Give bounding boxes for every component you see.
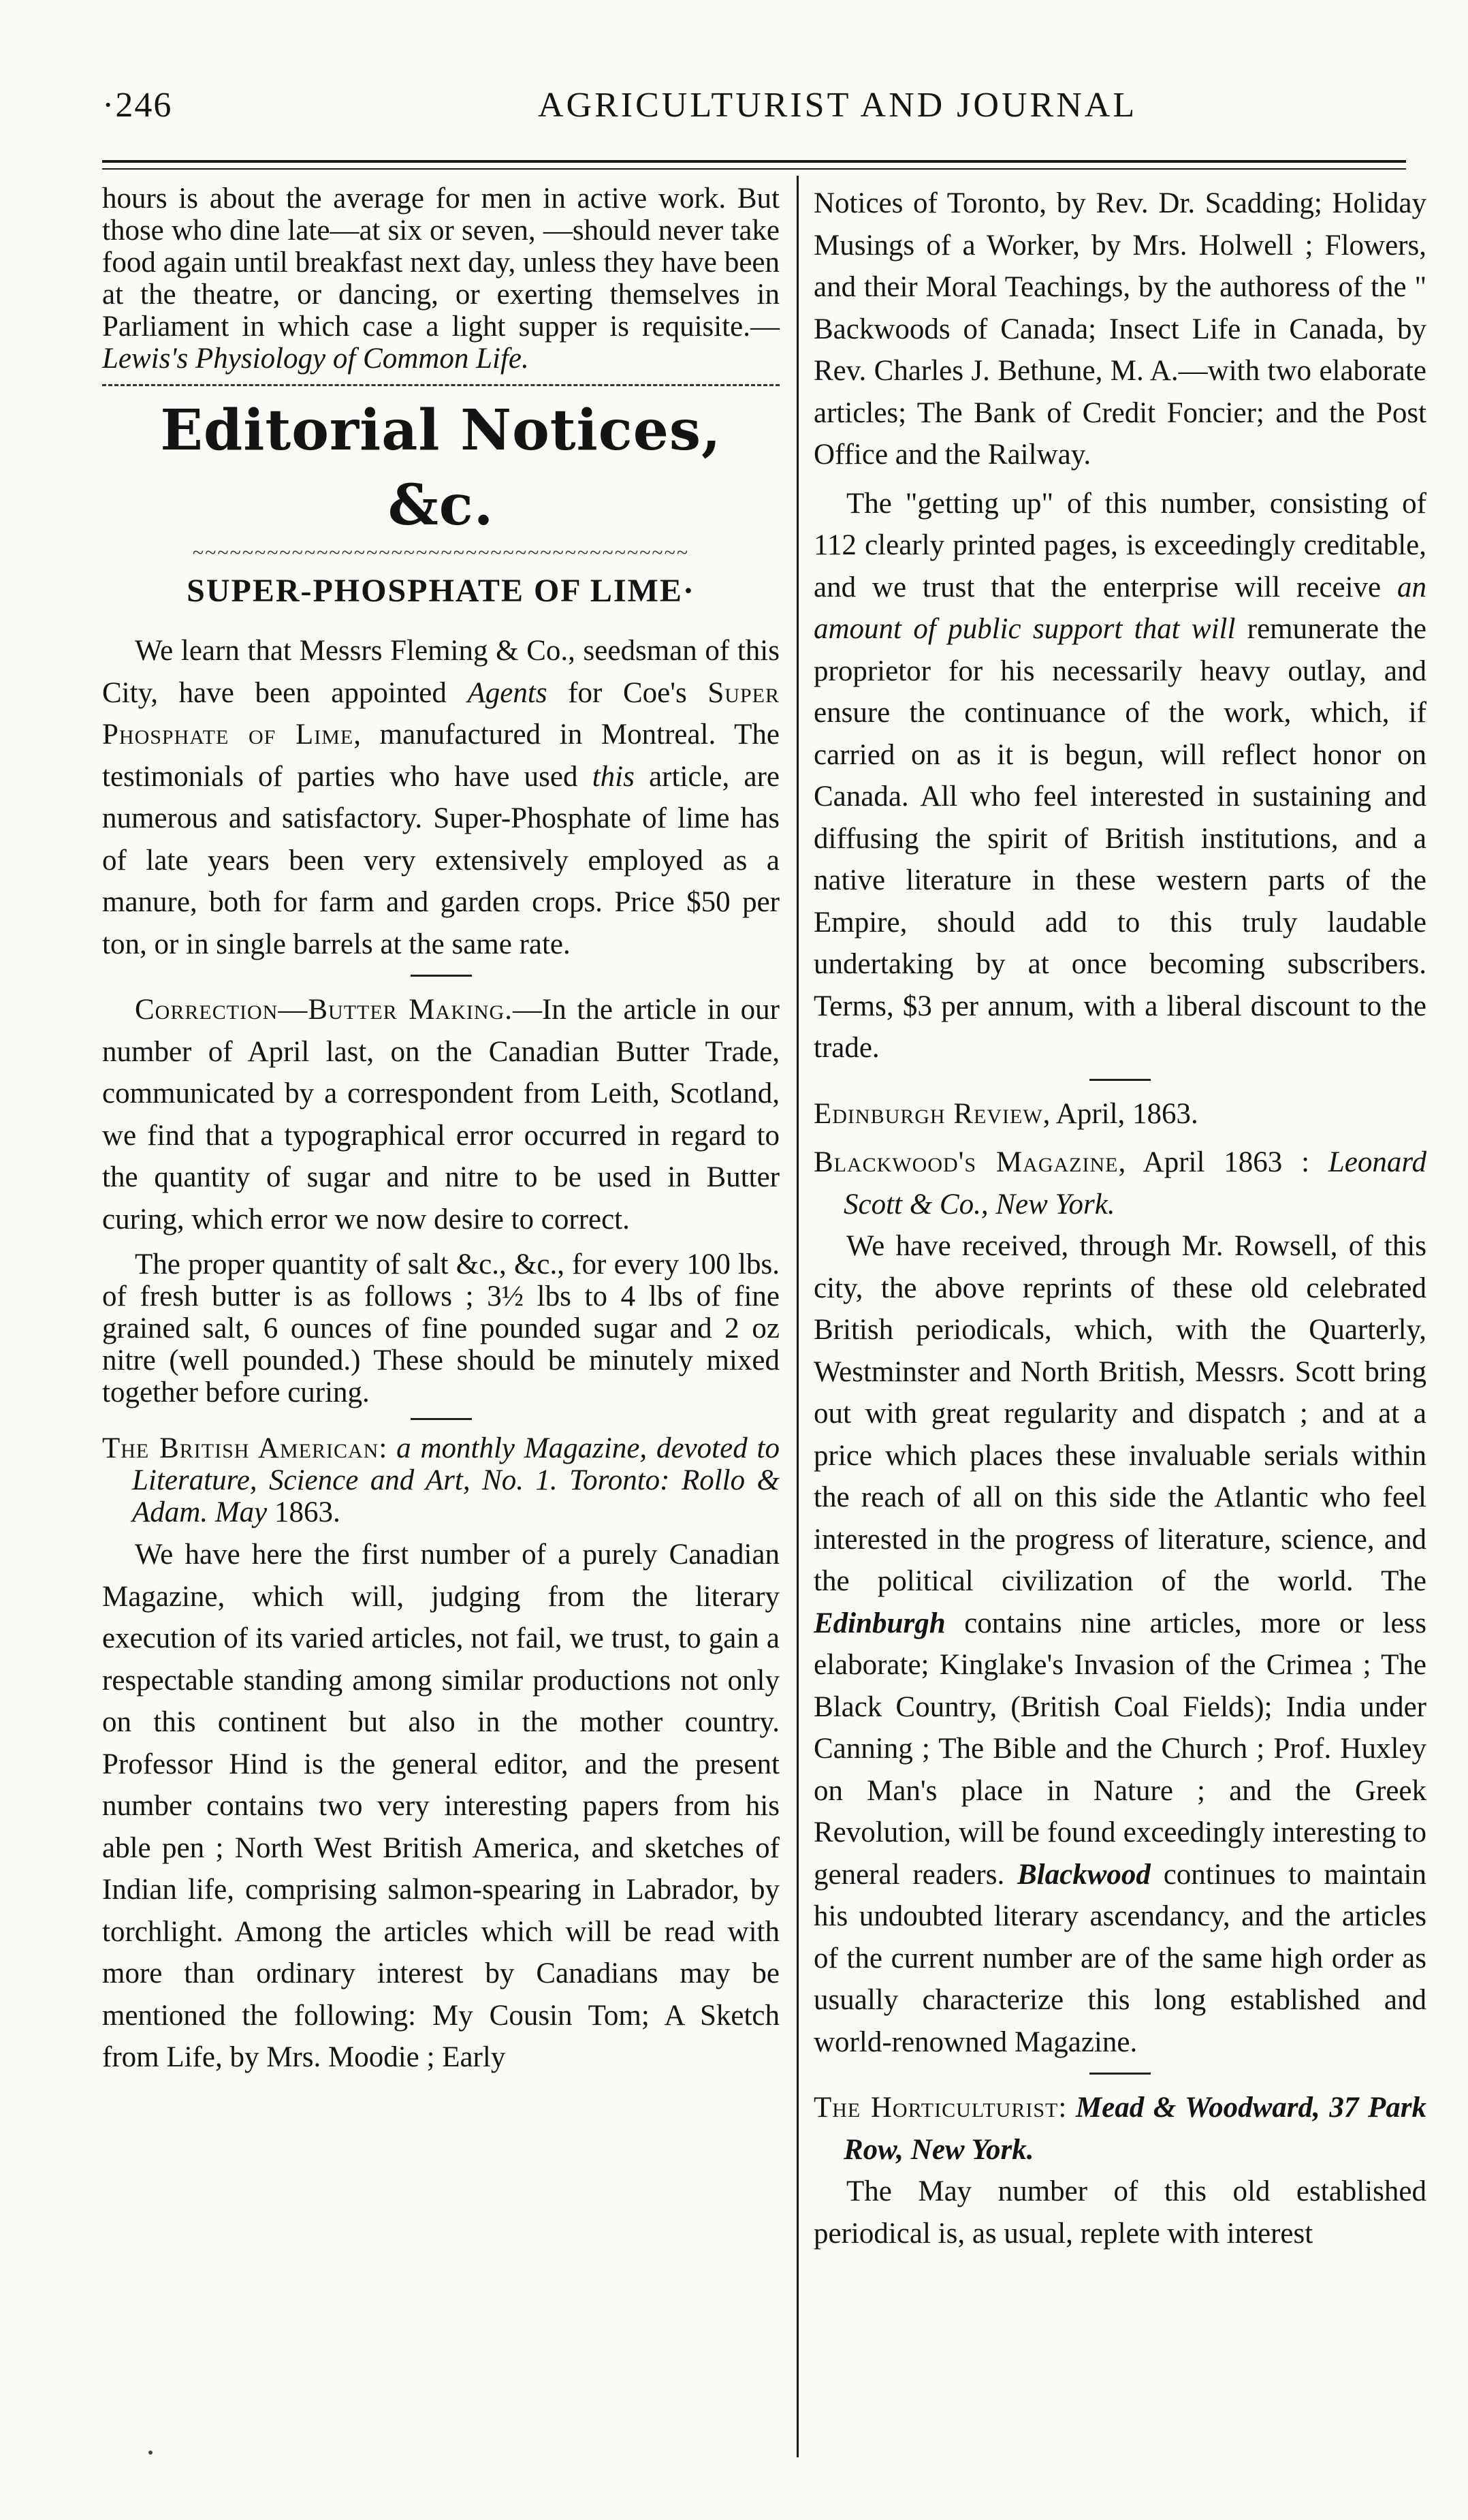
edinburgh-review-heading — [814, 1093, 1426, 1135]
british-american-heading — [102, 1432, 780, 1528]
getting-up-text-a: The "getting up" of this number, consisting of 112 clearly printed pages, is exceedingly creditable, and we trust that the enterprise will receive — [814, 487, 1426, 603]
edinburgh-review-title: Edinburgh Review — [814, 1097, 1043, 1130]
short-rule — [411, 975, 472, 977]
getting-up-paragraph — [814, 483, 1426, 1069]
this-word: this — [592, 760, 635, 793]
header-rule-thick — [102, 160, 1406, 163]
margin-dot — [148, 2451, 153, 2455]
superphosphate-product: Super Phosphate of Lime — [102, 676, 780, 751]
superphosphate-text-a: We learn that Messrs Fleming & Co., seedsman of this City, have been appointed — [102, 635, 780, 709]
section-title: Editorial Notices, &c. — [160, 398, 722, 538]
blackwoods-title: Blackwood's Magazine — [814, 1146, 1119, 1178]
getting-up-text-b: remunerate the proprietor for his necessarily heavy outlay, and ensure the continuance of the work, which, if carried on as it is begun, will reflect honor on Canada. All who feel interested in sustaining and diffusing the spirit of British institutions, and a native literature in these western parts of the Empire, should add to this truly laudable undertaking by at once becoming subscribers. Terms, $3 per annum, with a liberal discount to the trade. — [814, 613, 1426, 1064]
blackwoods-date: , April 1863 : — [1118, 1146, 1328, 1178]
reprints-review — [814, 1225, 1426, 2063]
blackwoods-publisher: Leonard Scott & Co., New York. — [844, 1146, 1426, 1220]
contents-continuation: Notices of Toronto, by Rev. Dr. Scadding; Holiday Musings of a Worker, by Mrs. Holwell ; Flowers, and their Moral Teachings, by the authoress of the " Backwoods of Canada; Insect Life in Canada, by Rev. Charles J. Bethune, M. A.—with two elaborate articles; The Bank of Credit Foncier; and the Post Office and the Railway. — [814, 187, 1426, 471]
superphosphate-text-c: , manufactured in Montreal. The testimonials of parties who have used — [102, 719, 780, 793]
british-american-year: 1863. — [267, 1496, 340, 1528]
horticulturist-title: The Horticulturist — [814, 2092, 1059, 2124]
superphosphate-text-b: for Coe's — [547, 676, 708, 709]
dashed-divider — [102, 384, 780, 386]
british-american-title: The British American — [102, 1432, 379, 1464]
physiology-excerpt — [102, 183, 780, 375]
british-american-review: We have here the first number of a purely Canadian Magazine, which will, judging from the literary execution of its varied articles, not fail, we trust, to gain a respectable standing among similar productions not only on this continent but also in the mother country. Professor Hind is the general editor, and the present number contains two very interesting papers from his able pen ; North West British America, and sketches of Indian life, comprising salmon-spearing in Labrador, by torchlight. Among the articles which will be read with more than ordinary interest by Canadians may be mentioned the following: My Cousin Tom; A Sketch from Life, by Mrs. Moodie ; Early — [102, 1539, 780, 2073]
agents-word: Agents — [467, 676, 547, 709]
colon: : — [1058, 2092, 1076, 2124]
short-rule — [1089, 1079, 1151, 1081]
page-number: ·246 — [102, 86, 173, 125]
short-rule — [1089, 2073, 1151, 2075]
blackwoods-heading — [814, 1141, 1426, 1225]
reprints-text-c: continues to maintain his undoubted literary ascendancy, and the articles of the current number are of the same high order as usually characterize this long established and world-renowned Magazine. — [814, 1858, 1426, 2058]
reprints-text-a: We have received, through Mr. Rowsell, of this city, the above reprints of these old celebrated British periodicals, which, with the Quarterly, Westminster and North British, Messrs. Scott bring out with great regularity and dispatch ; and at a price which places these invaluable serials within the reach of all on this side the Atlantic who feel interested in the progress of literature, science, and the political civilization of the world. The — [814, 1230, 1426, 1597]
butter-quantities-paragraph: The proper quantity of salt &c., &c., for every 100 lbs. of fresh butter is as follows ; 3½ lbs to 4 lbs of fine grained salt, 6 ounces of fine pounded sugar and 2 oz nitre (well pounded.) These should be minutely mixed together before curing. — [102, 1248, 780, 1408]
superphosphate-heading: SUPER-PHOSPHATE OF LIME· — [187, 573, 695, 609]
physiology-text: hours is about the average for men in active work. But those who dine late—at six or seven, —should never take food again until breakfast next day, unless they have been at the theatre, or dancing, or exerting themselves in Parliament in which case a light supper is requisite.— — [102, 183, 780, 343]
column-divider — [797, 176, 799, 2457]
page-header — [102, 85, 1409, 146]
reprints-text-b: contains nine articles, more or less elaborate; Kinglake's Invasion of the Crimea ; The Black Country, (British Coal Fields); India under Canning ; The Bible and the Church ; Prof. Huxley on Man's place in Nature ; and the Greek Revolution, will be found exceedingly interesting to general readers. — [814, 1607, 1426, 1891]
edinburgh-review-date: , April, 1863. — [1042, 1097, 1198, 1130]
right-column — [814, 183, 1426, 2254]
blackwood-name: Blackwood — [1017, 1858, 1151, 1891]
running-head: AGRICULTURIST AND JOURNAL — [538, 86, 1138, 125]
horticulturist-review: The May number of this old established periodical is, as usual, replete with interest — [814, 2175, 1426, 2250]
butter-correction-heading: Correction—Butter Making. — [135, 994, 513, 1026]
short-rule — [411, 1418, 472, 1420]
butter-correction-text: —In the article in our number of April last, on the Canadian Butter Trade, communicated by a correspondent from Leith, Scotland, we find that a typographical error occurred in regard to the quantity of sugar and nitre to be used in Butter curing, which error we now desire to correct. — [102, 994, 780, 1235]
horticulturist-heading — [814, 2087, 1426, 2171]
superphosphate-paragraph — [102, 630, 780, 965]
colon: : — [379, 1432, 397, 1464]
butter-correction-paragraph — [102, 989, 780, 1240]
wavy-ornament: ~~~~~~~~~~~~~~~~~~~~~~~~~~~~~~~~~~~~~~~~ — [192, 543, 690, 563]
public-support-phrase: an amount of public support that will — [814, 571, 1426, 645]
superphosphate-text-d: article, are numerous and satisfactory. Super-Phosphate of lime has of late years been very extensively employed as a manure, both for farm and garden crops. Price $50 per ton, or in single barrels at the same rate. — [102, 760, 780, 960]
left-column — [102, 183, 780, 2079]
physiology-source: Lewis's Physiology of Common Life. — [102, 343, 529, 375]
edinburgh-name: Edinburgh — [814, 1607, 946, 1639]
horticulturist-publisher: Mead & Woodward, 37 Park Row, New York. — [844, 2092, 1426, 2166]
british-american-details: a monthly Magazine, devoted to Literature, Science and Art, No. 1. Toronto: Rollo & Adam. May — [132, 1432, 780, 1528]
header-rule-thin — [102, 168, 1406, 170]
